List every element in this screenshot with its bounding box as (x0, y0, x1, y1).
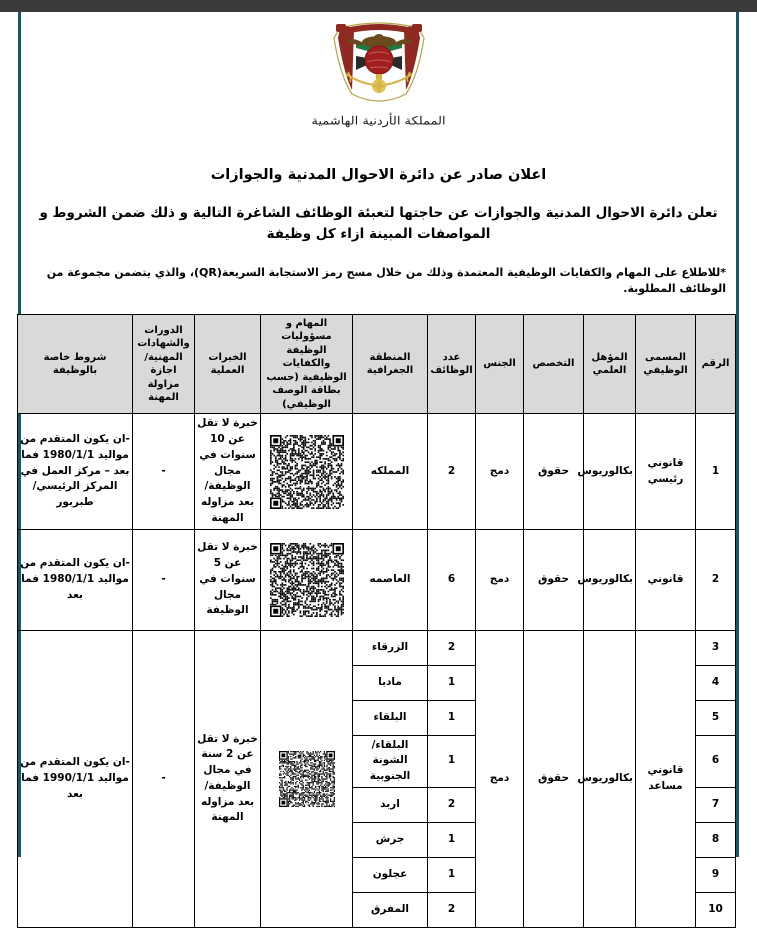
qr-note: *للاطلاع على المهام والكفايات الوظيفية المعتمدة وذلك من خلال مسح رمز الاستجابة السريعة(QR)، والذي يتضمن مجموعة من الوظائف المطلوبة. (46, 266, 726, 295)
col-header-experience: الخبرات العملية (195, 314, 261, 414)
cell-conditions: -ان يكون المتقدم من مواليد 1980/1/1 فما بعد – مركز العمل في المركز الرئيسي/طبربور (18, 414, 133, 529)
cell-count: 6 (428, 529, 476, 630)
cell-experience: خبرة لا تقل عن 5 سنوات في مجال الوظيفة (195, 529, 261, 630)
col-header-specialization: التخصص (524, 314, 584, 414)
cell-tasks-qr[interactable] (261, 414, 353, 529)
cell-number: 4 (696, 665, 736, 700)
col-header-region: المنطقة الجغرافية (353, 314, 428, 414)
vacancies-table (17, 314, 736, 928)
cell-region: جرش (353, 822, 428, 857)
col-header-number: الرقم (696, 314, 736, 414)
cell-region: العاصمه (353, 529, 428, 630)
cell-job-title: قانوني رئيسي (636, 414, 696, 529)
cell-count: 2 (428, 787, 476, 822)
qr-code-icon[interactable] (279, 751, 335, 807)
announcement-intro: تعلن دائرة الاحوال المدنية والجوازات عن حاجتها لتعبئة الوظائف الشاغرة التالية و ذلك ضمن الشروط و المواصفات المبينة ازاء كل وظيفة (39, 205, 718, 243)
cell-count: 2 (428, 414, 476, 529)
cell-tasks-qr[interactable] (261, 630, 353, 927)
col-header-tasks: المهام و مسؤوليات الوظيفة والكفايات الوظيفية (حسب بطاقة الوصف الوظيفي) (261, 314, 353, 414)
cell-region: مادبا (353, 665, 428, 700)
document-content (20, 12, 736, 916)
qr-code-icon[interactable] (270, 435, 344, 509)
cell-region: البلقاء (353, 700, 428, 735)
cell-count: 1 (428, 700, 476, 735)
cell-experience: خبرة لا تقل عن 2 سنة في مجال الوظيفة/بعد مزاوله المهنة (195, 630, 261, 927)
cell-certificates: - (133, 414, 195, 529)
cell-conditions: -ان يكون المتقدم من مواليد 1990/1/1 فما بعد (18, 630, 133, 927)
cell-job-title: قانوني (636, 529, 696, 630)
table-row (18, 414, 736, 529)
cell-region: المفرق (353, 892, 428, 927)
page-accent-rule-right (736, 12, 739, 857)
col-header-certificates: الدورات والشهادات المهنية/اجازة مزاولة المهنة (133, 314, 195, 414)
cell-specialization: حقوق (524, 414, 584, 529)
cell-number: 7 (696, 787, 736, 822)
cell-specialization: حقوق (524, 529, 584, 630)
letterhead (21, 12, 736, 129)
cell-gender: دمج (476, 529, 524, 630)
cell-gender: دمج (476, 630, 524, 927)
table-row (18, 529, 736, 630)
cell-count: 2 (428, 892, 476, 927)
cell-qualification: بكالوريوس (584, 630, 636, 927)
col-header-qualification: المؤهل العلمي (584, 314, 636, 414)
qr-code-icon[interactable] (270, 543, 344, 617)
page-title: اعلان صادر عن دائرة الاحوال المدنية والجوازات (210, 167, 547, 183)
cell-tasks-qr[interactable] (261, 529, 353, 630)
cell-specialization: حقوق (524, 630, 584, 927)
cell-number: 3 (696, 630, 736, 665)
cell-certificates: - (133, 630, 195, 927)
cell-number: 6 (696, 735, 736, 787)
cell-region: المملكه (353, 414, 428, 529)
jordan-coat-of-arms-icon (320, 16, 438, 116)
cell-job-title: قانوني مساعد (636, 630, 696, 927)
cell-conditions: -ان يكون المتقدم من مواليد 1980/1/1 فما بعد (18, 529, 133, 630)
window-top-bar (0, 0, 757, 12)
cell-qualification: بكالوريوس (584, 529, 636, 630)
table-header-row (18, 314, 736, 414)
cell-certificates: - (133, 529, 195, 630)
col-header-job-title: المسمى الوظيفي (636, 314, 696, 414)
cell-count: 1 (428, 822, 476, 857)
cell-region: عجلون (353, 857, 428, 892)
cell-gender: دمج (476, 414, 524, 529)
cell-number: 8 (696, 822, 736, 857)
cell-count: 1 (428, 735, 476, 787)
emblem-caption: المملكة الأردنية الهاشمية (311, 114, 446, 129)
cell-count: 1 (428, 857, 476, 892)
cell-number: 10 (696, 892, 736, 927)
cell-region: الزرقاء (353, 630, 428, 665)
cell-number: 5 (696, 700, 736, 735)
cell-number: 2 (696, 529, 736, 630)
cell-qualification: بكالوريوس (584, 414, 636, 529)
col-header-count: عدد الوظائف (428, 314, 476, 414)
table-row (18, 630, 736, 665)
cell-number: 1 (696, 414, 736, 529)
cell-count: 2 (428, 630, 476, 665)
cell-count: 1 (428, 665, 476, 700)
col-header-gender: الجنس (476, 314, 524, 414)
cell-region: اربد (353, 787, 428, 822)
col-header-conditions: شروط خاصة بالوظيفة (18, 314, 133, 414)
cell-number: 9 (696, 857, 736, 892)
cell-region: البلقاء/الشونة الجنوبية (353, 735, 428, 787)
cell-experience: خبرة لا تقل عن 10 سنوات في مجال الوظيفة/ بعد مزاوله المهنة (195, 414, 261, 529)
